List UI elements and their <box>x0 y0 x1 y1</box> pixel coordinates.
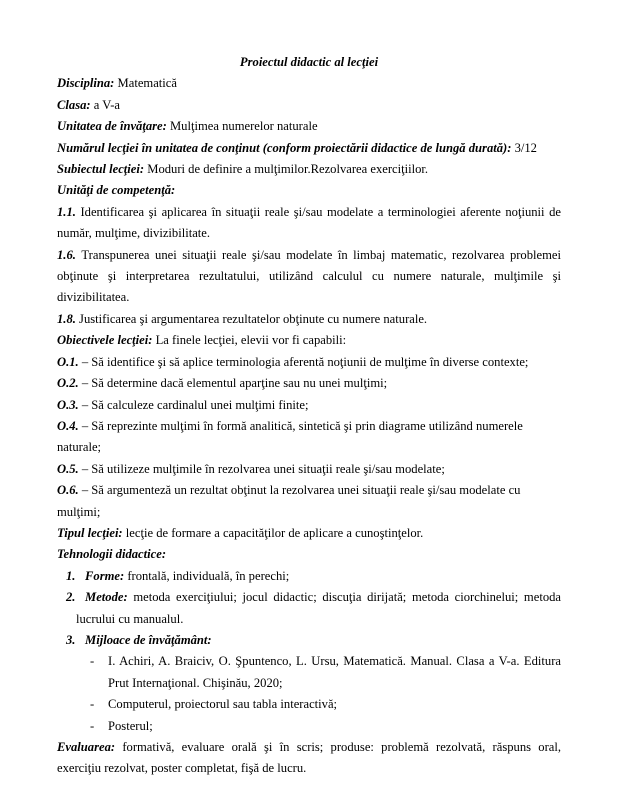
competenta-text: Justificarea şi argumentarea rezultatelor obţinute cu numere naturale. <box>79 311 428 326</box>
field-numarul-lectiei-label: Numărul lecţiei în unitatea de conţinut (conform proiectării didactice de lungă durată): <box>57 140 515 155</box>
obiective-intro-text: La finele lecţiei, elevii vor fi capabili: <box>155 333 347 348</box>
section-heading-tehnologii: Tehnologii didactice: <box>57 547 167 562</box>
obiectiv-text: – Să reprezinte mulţimi în formă analitică, sintetică şi prin diagrame utilizând numerele naturale; <box>57 418 523 455</box>
competenta-item-1-8 <box>57 309 561 330</box>
list-label: Metode: <box>85 590 134 605</box>
tehnologii-item-mijloace <box>66 630 561 651</box>
obiectiv-number: O.4. <box>57 418 82 433</box>
obiectiv-number: O.3. <box>57 397 82 412</box>
bullet-text: Posterul; <box>108 718 153 733</box>
bullet-text: I. Achiri, A. Braiciv, O. Şpuntenco, L. Ursu, Matematică. Manual. Clasa a V-a. Editura Prut Internaţional. Chişinău, 2020; <box>108 654 561 690</box>
field-subiectul-value: Moduri de definire a mulţimilor.Rezolvarea exerciţiilor. <box>147 162 429 177</box>
obiectiv-text: – Să identifice şi să aplice terminologia aferentă noţiunii de mulţime în diverse contexte; <box>81 354 529 369</box>
bullet-dash: - <box>90 654 95 669</box>
field-clasa-label: Clasa: <box>57 97 94 112</box>
bullet-text: Computerul, proiectorul sau tabla interactivă; <box>108 697 338 712</box>
obiectiv-item-o2 <box>57 373 561 394</box>
field-clasa-value: a V-a <box>93 97 120 112</box>
list-number: 1. <box>66 568 76 583</box>
field-evaluarea-label: Evaluarea: <box>57 740 123 754</box>
document-title: Proiectul didactic al lecţiei <box>239 55 379 69</box>
competenta-item-1-6 <box>57 245 561 309</box>
field-tipul-label: Tipul lecţiei: <box>57 525 126 540</box>
obiectiv-item-o1 <box>57 352 561 373</box>
obiectiv-number: O.6. <box>57 483 82 498</box>
list-text: frontală, individuală, în perechi; <box>127 568 290 583</box>
obiective-label: Obiectivele lecţiei: <box>57 333 156 348</box>
competenta-text: Transpunerea unei situaţii reale şi/sau modelate în limbaj matematic, rezolvarea problemei obţinute şi interpretarea rezultatului, utilizând calculul cu numere naturale, mulţimile şi divizibilitatea. <box>57 247 561 305</box>
competenta-item-1-1 <box>57 202 561 245</box>
tehnologii-item-metode <box>66 587 562 630</box>
field-disciplina <box>57 73 561 94</box>
obiectiv-item-o4 <box>57 416 561 459</box>
mijloace-bullet-posterul <box>90 716 561 737</box>
list-label: Forme: <box>85 568 128 583</box>
field-clasa <box>57 95 561 116</box>
obiectiv-item-o3 <box>57 395 561 416</box>
section-heading-unitati-competenta: Unităţi de competenţă: <box>57 183 176 198</box>
obiectiv-item-o5 <box>57 459 561 480</box>
obiectiv-text: – Să calculeze cardinalul unei mulţimi finite; <box>81 397 309 412</box>
obiectiv-number: O.1. <box>57 354 82 369</box>
competenta-text: Identificarea şi aplicarea în situaţii reale şi/sau modelate a terminologiei aferente noţiunii de număr, mulţime, divizibilitate. <box>57 204 561 241</box>
list-text: metoda exerciţiului; jocul didactic; discuţia dirijată; metoda ciorchinelui; metoda lucrului cu manualul. <box>76 590 562 626</box>
field-unitatea <box>57 116 561 137</box>
competenta-number: 1.8. <box>57 311 80 326</box>
field-evaluarea-value: formativă, evaluare orală şi în scris; produse: problemă rezolvată, răspuns oral, exerciţiu rezolvat, poster completat, fişă de lucru. <box>57 740 562 776</box>
competenta-number: 1.1. <box>57 204 81 219</box>
obiectiv-text: – Să determine dacă elementul aparţine sau nu unei mulţimi; <box>81 376 388 391</box>
obiectiv-item-o6 <box>57 480 561 523</box>
field-numarul-lectiei-value: 3/12 <box>514 140 537 155</box>
tehnologii-item-forme <box>66 566 561 587</box>
list-number: 2. <box>66 590 76 605</box>
field-evaluarea <box>57 737 561 780</box>
field-disciplina-value: Matematică <box>117 76 177 91</box>
obiectiv-text: – Să argumenteză un rezultat obţinut la rezolvarea unei situaţii reale şi/sau modelate cu mulţimi; <box>57 483 521 519</box>
field-tipul-lectiei <box>57 523 561 544</box>
field-numarul-lectiei <box>57 138 561 159</box>
obiectiv-text: – Să utilizeze mulţimile în rezolvarea unei situaţii reale şi/sau modelate; <box>81 461 445 476</box>
mijloace-bullet-computerul <box>90 694 561 715</box>
obiectiv-number: O.5. <box>57 461 82 476</box>
obiective-intro <box>57 330 561 351</box>
list-number: 3. <box>66 632 76 647</box>
bullet-dash: - <box>90 697 95 712</box>
field-disciplina-label: Disciplina: <box>57 76 118 91</box>
bullet-dash: - <box>90 718 95 733</box>
field-subiectul-label: Subiectul lecţiei: <box>57 162 148 177</box>
mijloace-bullet-manual <box>90 651 561 694</box>
competenta-number: 1.6. <box>57 247 82 262</box>
field-subiectul <box>57 159 561 180</box>
field-tipul-value: lecţie de formare a capacităţilor de aplicare a cunoştinţelor. <box>125 525 424 540</box>
list-label: Mijloace de învăţământ: <box>85 632 212 647</box>
field-unitatea-value: Mulţimea numerelor naturale <box>169 119 318 134</box>
field-unitatea-label: Unitatea de învăţare: <box>57 119 170 134</box>
obiectiv-number: O.2. <box>57 376 82 391</box>
